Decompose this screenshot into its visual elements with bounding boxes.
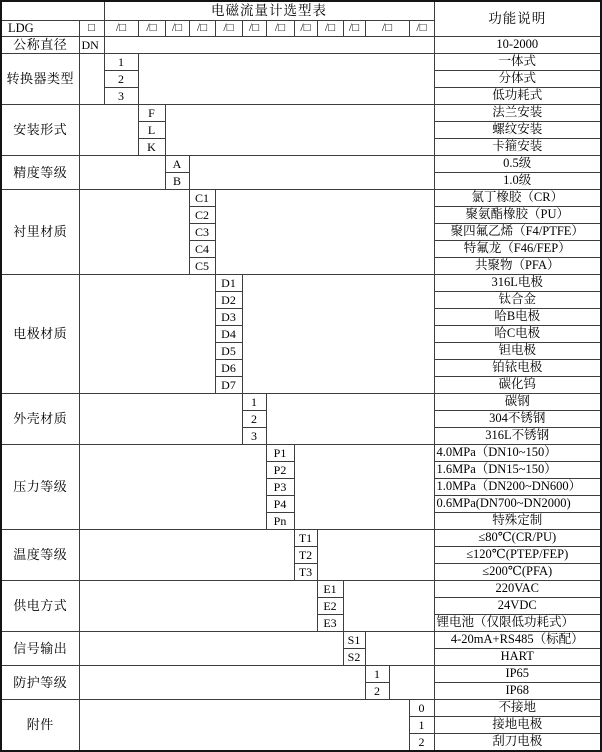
model-slot: /□: [165, 21, 189, 37]
empty-span: [242, 275, 434, 394]
option-code: D2: [215, 292, 242, 309]
option-desc: 1.0MPa（DN200~DN600）: [434, 479, 601, 496]
option-code: E3: [317, 615, 343, 632]
option-code: E1: [317, 581, 343, 598]
option-code: DN: [79, 37, 104, 54]
model-slot: /□: [138, 21, 165, 37]
option-desc: HART: [434, 649, 601, 666]
option-code: C2: [189, 207, 215, 224]
group-label: 温度等级: [1, 530, 79, 581]
header-row: [1, 1, 601, 21]
empty-span: [343, 581, 434, 632]
option-code: 2: [409, 734, 434, 752]
option-desc: 氯丁橡胶（CR）: [434, 190, 601, 207]
empty-span: [266, 394, 434, 445]
option-desc: 特殊定制: [434, 513, 601, 530]
option-code: 3: [104, 88, 138, 105]
option-code: P1: [266, 445, 294, 462]
option-row: [1, 156, 601, 173]
option-code: 1: [409, 717, 434, 734]
option-desc: 聚氨酯橡胶（PU）: [434, 207, 601, 224]
option-row: [1, 105, 601, 122]
option-row: [1, 581, 601, 598]
option-code: D6: [215, 360, 242, 377]
option-desc: 一体式: [434, 54, 601, 71]
option-code: C5: [189, 258, 215, 275]
option-row: [1, 190, 601, 207]
function-column-header: 功能说明: [434, 1, 601, 37]
option-desc: 24VDC: [434, 598, 601, 615]
option-code: D1: [215, 275, 242, 292]
empty-span: [79, 190, 189, 275]
option-desc: 4.0MPa（DN10~150）: [434, 445, 601, 462]
group-label: 防护等级: [1, 666, 79, 700]
group-label: 电极材质: [1, 275, 79, 394]
option-code: D7: [215, 377, 242, 394]
empty-span: [79, 394, 242, 445]
empty-span: [389, 666, 434, 700]
option-desc: 碳化钨: [434, 377, 601, 394]
empty-span: [294, 445, 434, 530]
option-desc: 聚四氟乙烯（F4/PTFE）: [434, 224, 601, 241]
model-slot: /□: [409, 21, 434, 37]
empty-span: [79, 54, 104, 105]
option-code: 1: [242, 394, 266, 411]
option-code: P2: [266, 462, 294, 479]
group-label: 衬里材质: [1, 190, 79, 275]
option-row: [1, 632, 601, 649]
option-code: B: [165, 173, 189, 190]
option-desc: 锂电池（仅限低功耗式）: [434, 615, 601, 632]
empty-span: [79, 666, 365, 700]
option-desc: 钽电极: [434, 343, 601, 360]
option-code: E2: [317, 598, 343, 615]
option-desc: 1.6MPa（DN15~150）: [434, 462, 601, 479]
option-desc: 304不锈钢: [434, 411, 601, 428]
option-row: [1, 394, 601, 411]
empty-span: [79, 105, 138, 156]
group-label: 精度等级: [1, 156, 79, 190]
empty-span: [365, 632, 434, 666]
option-desc: 低功耗式: [434, 88, 601, 105]
option-desc: 不接地: [434, 700, 601, 717]
model-slot: /□: [294, 21, 317, 37]
option-code: C1: [189, 190, 215, 207]
option-desc: 316L电极: [434, 275, 601, 292]
empty-span: [79, 445, 266, 530]
empty-span: [79, 156, 165, 190]
group-label: 附件: [1, 700, 79, 752]
option-code: 2: [365, 683, 389, 700]
empty-span: [79, 700, 409, 752]
option-code: P4: [266, 496, 294, 513]
option-row: [1, 530, 601, 547]
option-code: Pn: [266, 513, 294, 530]
option-desc: 316L不锈钢: [434, 428, 601, 445]
model-slot: /□: [189, 21, 215, 37]
empty-span: [79, 275, 215, 394]
option-desc: 220VAC: [434, 581, 601, 598]
option-code: D3: [215, 309, 242, 326]
option-code: A: [165, 156, 189, 173]
diameter-row: [1, 37, 601, 54]
option-code: K: [138, 139, 165, 156]
option-desc: 钛合金: [434, 292, 601, 309]
model-slot: /□: [266, 21, 294, 37]
model-slot: /□: [215, 21, 242, 37]
option-desc: 共聚物（PFA）: [434, 258, 601, 275]
option-desc: 哈B电极: [434, 309, 601, 326]
option-desc: 刮刀电极: [434, 734, 601, 752]
option-code: P3: [266, 479, 294, 496]
option-row: [1, 666, 601, 683]
group-label: 安装形式: [1, 105, 79, 156]
option-code: S2: [343, 649, 365, 666]
option-code: S1: [343, 632, 365, 649]
option-code: 2: [242, 411, 266, 428]
option-desc: IP65: [434, 666, 601, 683]
model-slot: /□: [317, 21, 343, 37]
option-desc: 4-20mA+RS485（标配）: [434, 632, 601, 649]
option-code: F: [138, 105, 165, 122]
option-row: [1, 54, 601, 71]
option-code: C4: [189, 241, 215, 258]
group-label: 供电方式: [1, 581, 79, 632]
option-desc: IP68: [434, 683, 601, 700]
option-desc: 10-2000: [434, 37, 601, 54]
option-desc: 碳钢: [434, 394, 601, 411]
option-desc: 特氟龙（F46/FEP）: [434, 241, 601, 258]
header-spacer: [1, 1, 104, 21]
option-code: 1: [104, 54, 138, 71]
option-desc: 接地电极: [434, 717, 601, 734]
empty-span: [165, 105, 434, 156]
option-desc: ≤120℃(PTEP/FEP): [434, 547, 601, 564]
model-slot: /□: [104, 21, 138, 37]
group-label: 信号输出: [1, 632, 79, 666]
option-code: 0: [409, 700, 434, 717]
option-desc: 卡箍安装: [434, 139, 601, 156]
option-desc: 螺纹安装: [434, 122, 601, 139]
model-slot: /□: [365, 21, 409, 37]
option-desc: 铂铱电极: [434, 360, 601, 377]
option-row: [1, 700, 601, 717]
group-label: 压力等级: [1, 445, 79, 530]
group-label: 公称直径: [1, 37, 79, 54]
option-desc: 分体式: [434, 71, 601, 88]
option-code: T1: [294, 530, 317, 547]
empty-span: [79, 530, 294, 581]
empty-span: [138, 54, 434, 105]
empty-span: [317, 530, 434, 581]
option-code: T3: [294, 564, 317, 581]
group-label: 转换器类型: [1, 54, 79, 105]
option-row: [1, 275, 601, 292]
model-box: □: [79, 21, 104, 37]
option-code: C3: [189, 224, 215, 241]
option-code: T2: [294, 547, 317, 564]
option-desc: 1.0级: [434, 173, 601, 190]
option-desc: 法兰安装: [434, 105, 601, 122]
option-row: [1, 445, 601, 462]
empty-span: [79, 581, 317, 632]
option-code: 2: [104, 71, 138, 88]
option-desc: ≤200℃(PFA): [434, 564, 601, 581]
empty-span: [104, 37, 434, 54]
option-code: D5: [215, 343, 242, 360]
option-code: 3: [242, 428, 266, 445]
option-code: D4: [215, 326, 242, 343]
empty-span: [79, 632, 343, 666]
option-desc: ≤80℃(CR/PU): [434, 530, 601, 547]
model-slot: /□: [242, 21, 266, 37]
option-desc: 0.5级: [434, 156, 601, 173]
option-code: 1: [365, 666, 389, 683]
option-desc: 哈C电极: [434, 326, 601, 343]
empty-span: [189, 156, 434, 190]
table-title: 电磁流量计选型表: [104, 1, 434, 21]
model-slot: /□: [343, 21, 365, 37]
empty-span: [215, 190, 434, 275]
model-prefix: LDG: [1, 21, 79, 37]
option-desc: 0.6MPa(DN700~DN2000): [434, 496, 601, 513]
group-label: 外壳材质: [1, 394, 79, 445]
option-code: L: [138, 122, 165, 139]
